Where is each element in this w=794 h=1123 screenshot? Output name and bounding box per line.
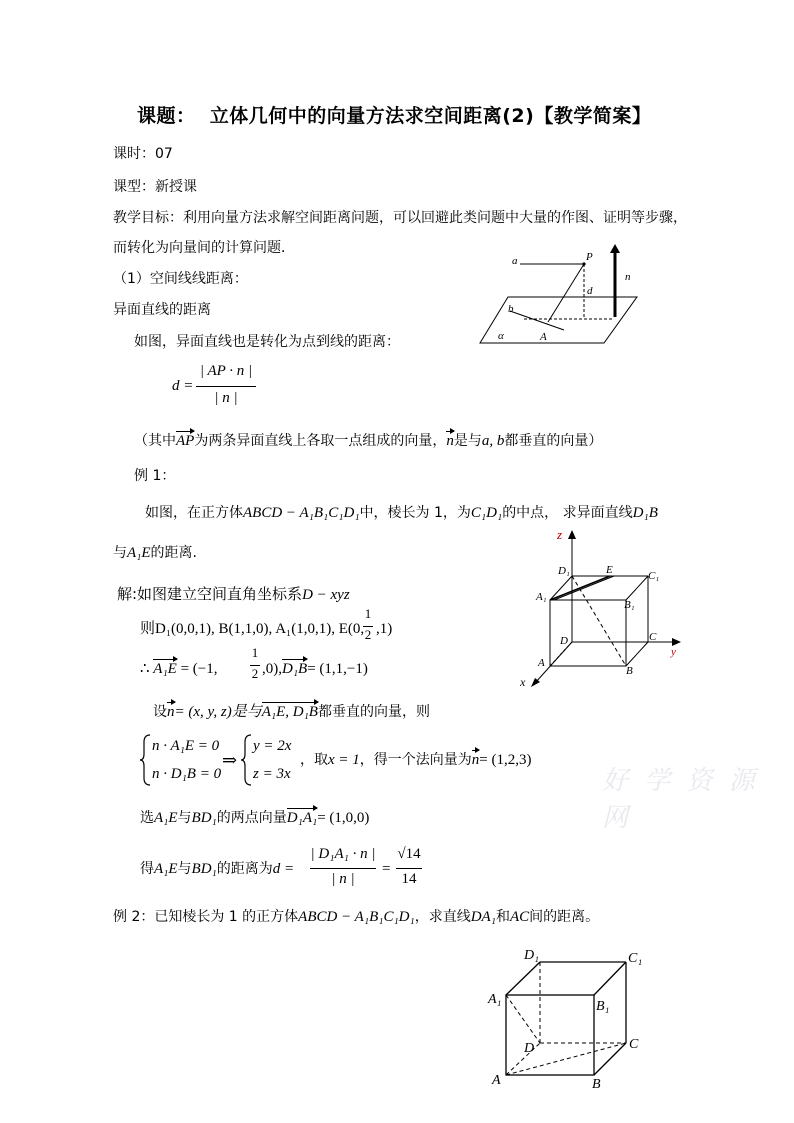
formula-numerator: | AP · n |: [199, 363, 253, 379]
label-z: z: [557, 527, 563, 542]
skew-lines-figure: [472, 242, 642, 348]
distance-denominator: | n |: [331, 871, 355, 887]
label-C: C: [629, 1037, 639, 1052]
result-denominator: 14: [401, 871, 417, 887]
vector-ap: AP: [176, 433, 195, 449]
example1-label: 例 1：: [134, 468, 176, 484]
label-D: D: [524, 1041, 535, 1056]
cube-axes-figure: [510, 522, 685, 690]
note-line: （其中AP为两条异面直线上各取一点组成的向量，n是与a, b都垂直的向量）: [134, 433, 603, 449]
section-intro: 如图，异面直线也是转化为点到线的距离：: [134, 334, 400, 350]
label-A: A: [492, 1073, 501, 1088]
cube-figure-2: [484, 940, 654, 1090]
solution-line-4: 设n= (x, y, z)是与A₁E, D₁B都垂直的向量，则: [153, 704, 430, 720]
label-A: A: [538, 657, 545, 669]
label-A: A: [540, 331, 547, 343]
edge-b1c1: [626, 576, 648, 600]
result-numerator: √14: [397, 846, 421, 862]
label-C1: C₁: [648, 570, 660, 582]
cube-front-bottom: [550, 600, 626, 666]
label-C1: C₁: [628, 951, 643, 966]
vector-ap-line: [548, 264, 584, 322]
label-A1: A₁: [536, 591, 547, 603]
solution-line-7: 得A₁E与BD₁的距离为d =: [140, 861, 295, 877]
label-D1: D₁: [558, 565, 570, 577]
left-brace-1: [139, 734, 153, 786]
half-den-2: 2: [251, 666, 259, 681]
system-eq-1: n · A₁E = 0: [152, 738, 220, 754]
solution-line-2: 则D₁(0,0,1), B(1,1,0), A₁(1,0,1), E(0,: [140, 621, 365, 637]
label-d: d: [587, 285, 593, 297]
label-B1: B₁: [624, 599, 635, 611]
example1-problem-end: 与A₁E的距离.: [113, 545, 197, 561]
segment-da1: [506, 995, 540, 1043]
z-arrowhead: [568, 530, 576, 539]
system-eq-4: z = 3x: [253, 766, 291, 782]
distance-numerator: | D₁A₁ · n |: [310, 846, 376, 862]
y-arrowhead: [672, 638, 681, 646]
label-B: B: [626, 665, 633, 677]
objective-line-2: 而转化为向量间的计算问题．: [113, 240, 295, 256]
fraction-bar: [196, 386, 256, 387]
example1-problem: 如图，在正方体ABCD − A₁B₁C₁D₁中，棱长为 1，为C₁D₁的中点， 求异面直线D₁B: [145, 505, 658, 521]
edge-b1c1: [594, 962, 626, 995]
vector-n: n: [446, 433, 454, 449]
label-a: a: [512, 255, 518, 267]
solution-line-3: ∴ A₁E = (−1,: [140, 661, 218, 677]
solution-line-3-end: ,0),D₁B= (1,1,−1): [262, 661, 368, 677]
vectors-ab: a, b: [481, 433, 505, 449]
system-eq-2: n · D₁B = 0: [152, 766, 222, 782]
distance-bar: [310, 868, 376, 869]
label-D: D: [560, 635, 568, 647]
example2-problem: 例 2：已知棱长为 1 的正方体ABCD − A₁B₁C₁D₁，求直线DA₁和AC间的距离。: [113, 909, 600, 925]
lesson-type: 课型：新授课: [113, 179, 197, 195]
formula-denominator: | n |: [214, 390, 238, 406]
label-b: b: [508, 303, 514, 315]
system-eq-3: y = 2x: [253, 738, 292, 754]
equals-sign: =: [382, 861, 391, 877]
label-x: x: [520, 675, 526, 689]
solution-line-2-end: ,1): [376, 621, 393, 637]
solution-line-5: ，取x = 1，得一个法向量为n= (1,2,3): [300, 752, 532, 768]
label-alpha: α: [498, 330, 504, 342]
watermark: 好 学 资 源 网: [602, 766, 759, 833]
normal-arrowhead: [610, 244, 620, 253]
label-E: E: [606, 564, 613, 576]
label-y: y: [671, 646, 676, 658]
solution-line-1: 解:如图建立空间直角坐标系D − xyz: [117, 585, 350, 603]
edge-bc: [594, 1043, 626, 1075]
line-b: [510, 311, 564, 330]
objective-line-1: 教学目标：利用向量方法求解空间距离问题，可以回避此类问题中大量的作图、证明等步骤，: [113, 210, 687, 226]
half-den-1: 2: [364, 627, 372, 642]
label-B1: B₁: [596, 999, 610, 1014]
label-D1: D₁: [524, 948, 539, 963]
label-n: n: [625, 271, 631, 283]
solution-line-6: 选A₁E与BD₁的两点向量D₁A₁= (1,0,0): [140, 810, 370, 826]
label-B: B: [592, 1077, 601, 1090]
section-heading: （1）空间线线距离：: [113, 271, 248, 287]
formula-lhs: d =: [172, 378, 194, 394]
segment-a1e: [550, 576, 610, 600]
implies-arrow: ⇒: [222, 750, 238, 770]
half-num-2: 1: [251, 645, 259, 660]
half-num-1: 1: [364, 606, 372, 621]
lesson-period: 课时：07: [113, 146, 173, 162]
label-C: C: [649, 631, 657, 643]
left-brace-2: [240, 734, 254, 786]
label-A1: A₁: [488, 992, 502, 1007]
edge-bc: [626, 642, 648, 666]
section-subheading: 异面直线的距离: [113, 302, 211, 318]
label-p: P: [586, 251, 593, 263]
result-bar: [396, 868, 422, 869]
page-title: 课题： 立体几何中的向量方法求空间距离(2)【教学简案】: [137, 105, 652, 127]
edge-a1d1: [506, 962, 540, 995]
